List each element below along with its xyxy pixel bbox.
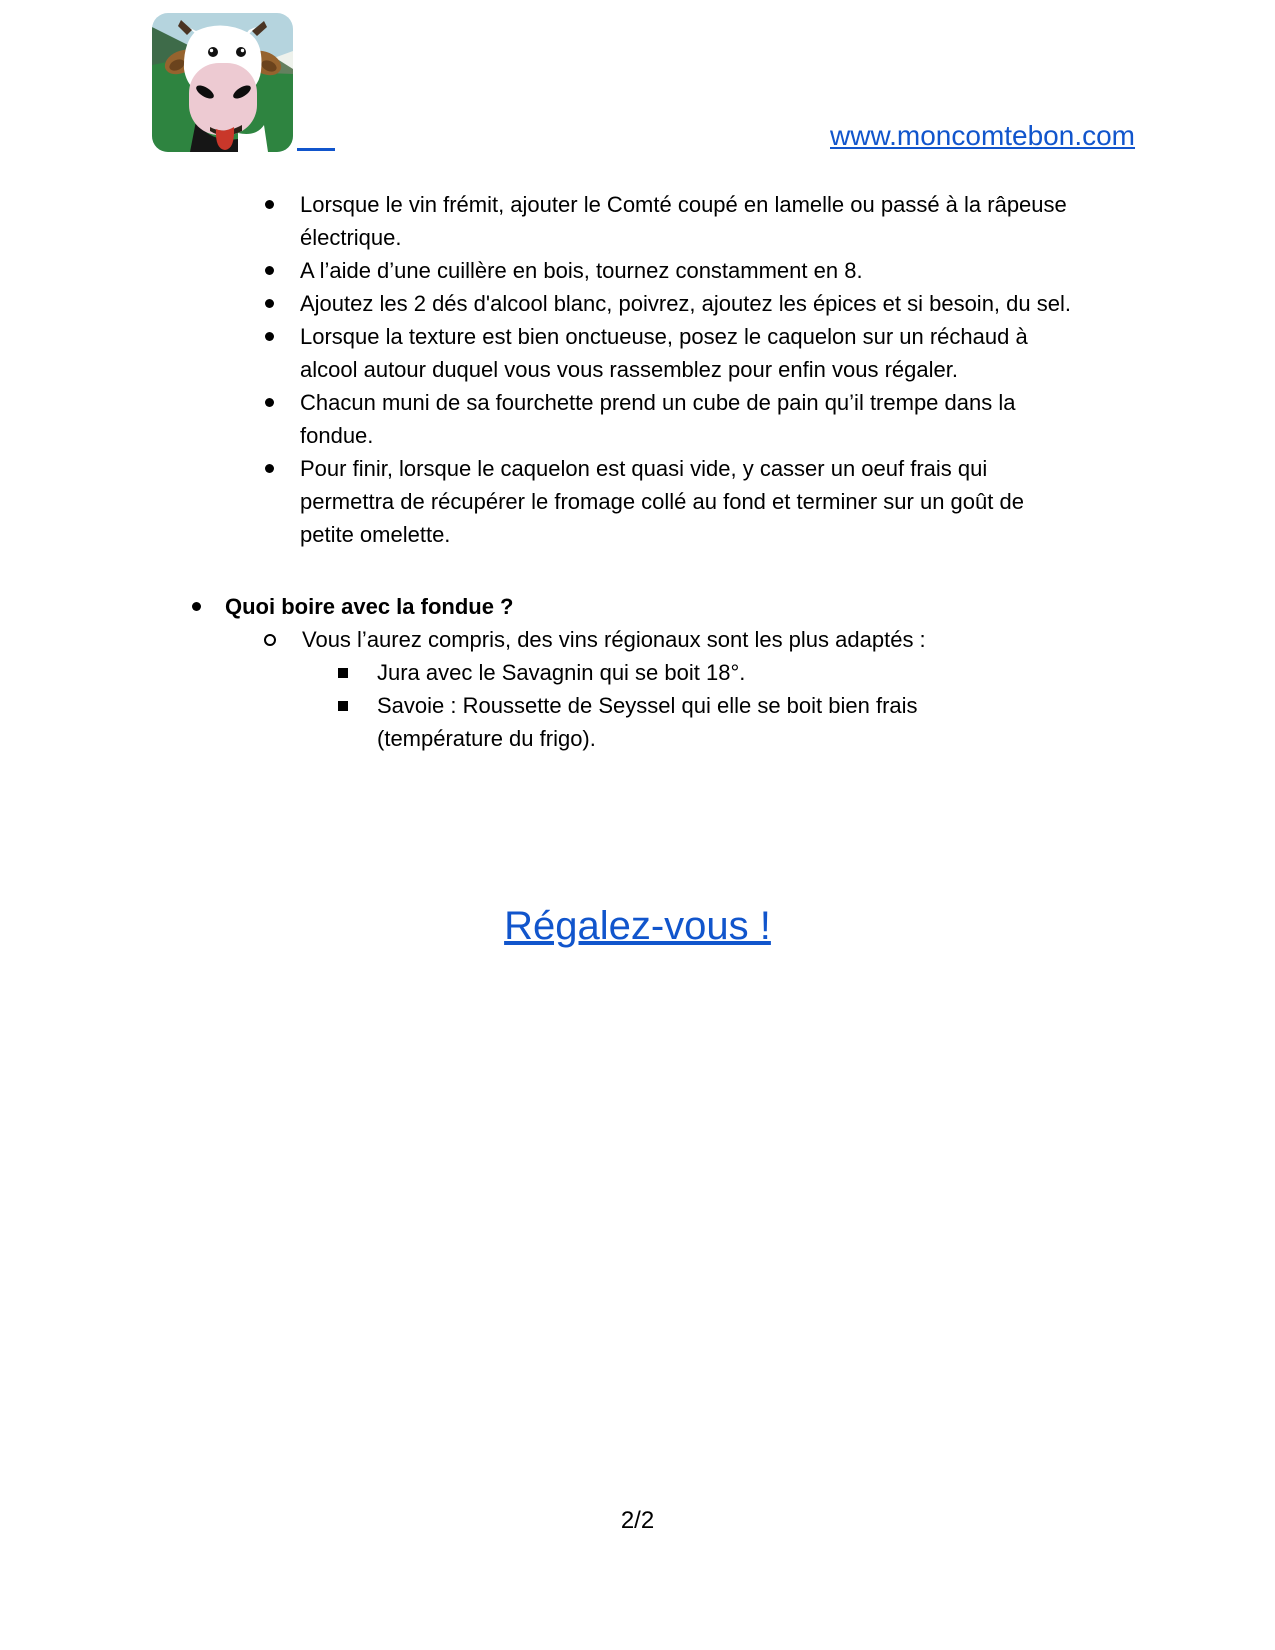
wine-intro-item	[302, 623, 1102, 656]
list-item-text: Chacun muni de sa fourchette prend un cube de pain qu’il trempe dans la fondue.	[300, 390, 1016, 448]
square-bullet-icon	[338, 668, 348, 678]
heading-text: Quoi boire avec la fondue ?	[225, 594, 514, 619]
page-number: 2/2	[620, 1507, 655, 1534]
closing-line	[0, 900, 1275, 952]
list-item	[300, 386, 1072, 452]
list-item	[300, 287, 1072, 320]
list-item-text: A l’aide d’une cuillère en bois, tournez constamment en 8.	[300, 258, 863, 283]
filled-bullet-icon	[265, 332, 274, 341]
list-item	[300, 320, 1072, 386]
wine-section-heading	[225, 590, 1125, 623]
list-item-text: Lorsque le vin frémit, ajouter le Comté coupé en lamelle ou passé à la râpeuse électrique.	[300, 192, 1067, 250]
list-item	[300, 188, 1072, 254]
page-footer	[0, 1506, 1275, 1536]
list-item	[377, 656, 962, 689]
list-item-text: Savoie : Roussette de Seyssel qui elle se boit bien frais (température du frigo).	[377, 693, 918, 751]
document-body	[0, 188, 1275, 755]
cow-face-icon	[152, 13, 293, 152]
list-item-text: Jura avec le Savagnin qui se boit 18°.	[377, 660, 746, 685]
list-item-text: Ajoutez les 2 dés d'alcool blanc, poivrez, ajoutez les épices et si besoin, du sel.	[300, 291, 1071, 316]
hollow-bullet-icon	[264, 634, 276, 646]
wine-options-list	[0, 656, 1275, 755]
list-item	[300, 452, 1072, 551]
filled-bullet-icon	[265, 200, 274, 209]
filled-bullet-icon	[265, 464, 274, 473]
list-item-text: Lorsque la texture est bien onctueuse, posez le caquelon sur un réchaud à alcool autour duquel vous vous rassemblez pour enfin vous régaler.	[300, 324, 1028, 382]
square-bullet-icon	[338, 701, 348, 711]
link-underscore[interactable]	[297, 148, 335, 151]
filled-bullet-icon	[265, 299, 274, 308]
list-item-text: Pour finir, lorsque le caquelon est quasi vide, y casser un oeuf frais qui permettra de récupérer le fromage collé au fond et terminer sur un goût de petite omelette.	[300, 456, 1024, 547]
site-url-link[interactable]: www.moncomtebon.com	[830, 120, 1136, 151]
preparation-list	[0, 188, 1275, 551]
filled-bullet-icon	[265, 266, 274, 275]
list-item	[300, 254, 1072, 287]
list-item	[377, 689, 962, 755]
intro-text: Vous l’aurez compris, des vins régionaux sont les plus adaptés :	[302, 627, 926, 652]
filled-bullet-icon	[192, 602, 201, 611]
regalez-vous-link[interactable]: Régalez-vous !	[504, 904, 771, 948]
filled-bullet-icon	[265, 398, 274, 407]
